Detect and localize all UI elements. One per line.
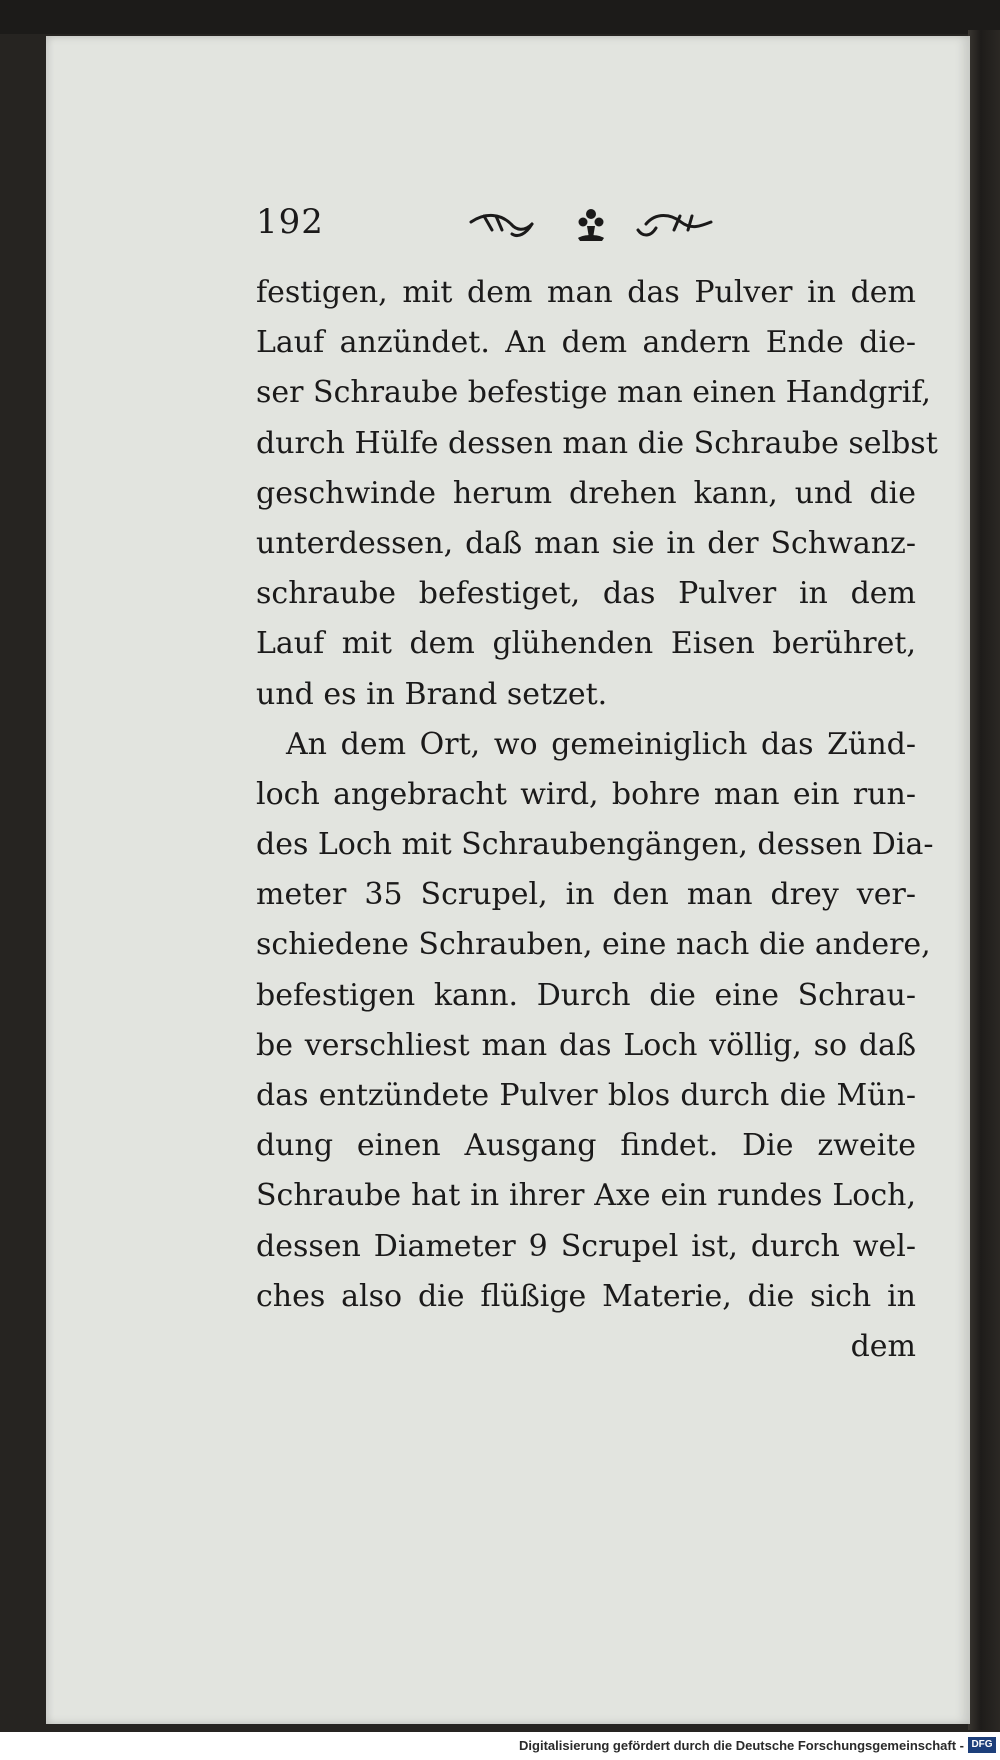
catchword: dem (850, 1328, 916, 1364)
text-line: loch angebracht wird, bohre man ein run- (256, 776, 916, 812)
page-header (256, 202, 916, 268)
text-line: durch Hülfe dessen man die Schraube selbst (256, 425, 938, 461)
text-body (256, 268, 938, 1372)
book-edge (968, 30, 1000, 1730)
text-line: be verschliest man das Loch völlig, so daß (256, 1027, 916, 1063)
printers-ornament-icon (466, 204, 716, 244)
text-line: festigen, mit dem man das Pulver in dem (256, 275, 916, 310)
text-line: ches also die flüßige Materie, die sich in (256, 1278, 916, 1314)
book-page (46, 36, 970, 1724)
funding-credit: Digitalisierung gefördert durch die Deutsche Forschungsgemeinschaft - (519, 1738, 964, 1753)
text-line: schiedene Schrauben, eine nach die andere, (256, 927, 931, 963)
text-line: und es in Brand setzet. (256, 676, 608, 712)
footer-bar (0, 1732, 1000, 1760)
text-line: geschwinde herum drehen kann, und die (256, 475, 916, 511)
dfg-logo-icon: DFG (968, 1737, 996, 1753)
text-line: das entzündete Pulver blos durch die Mün- (256, 1078, 916, 1113)
text-line: unterdessen, daß man sie in der Schwanz- (256, 525, 916, 561)
text-line: dung einen Ausgang findet. Die zweite (256, 1128, 916, 1164)
text-line: schraube befestiget, das Pulver in dem (256, 576, 916, 612)
text-line: Schraube hat in ihrer Axe ein rundes Loch, (256, 1178, 916, 1214)
page-number: 192 (256, 202, 324, 242)
scan-background-top (0, 0, 1000, 34)
text-line: ser Schraube befestige man einen Handgrif, (256, 375, 931, 411)
page-content (256, 202, 938, 1372)
text-line: meter 35 Scrupel, in den man drey ver- (256, 877, 916, 913)
text-line: Lauf anzündet. An dem andern Ende die- (256, 325, 916, 361)
text-line: befestigen kann. Durch die eine Schrau- (256, 977, 916, 1013)
text-line: dessen Diameter 9 Scrupel ist, durch wel- (256, 1228, 916, 1264)
text-line: Lauf mit dem glühenden Eisen berühret, (256, 626, 916, 662)
text-line: des Loch mit Schraubengängen, dessen Dia- (256, 827, 934, 863)
text-line: An dem Ort, wo gemeiniglich das Zünd- (286, 726, 916, 762)
